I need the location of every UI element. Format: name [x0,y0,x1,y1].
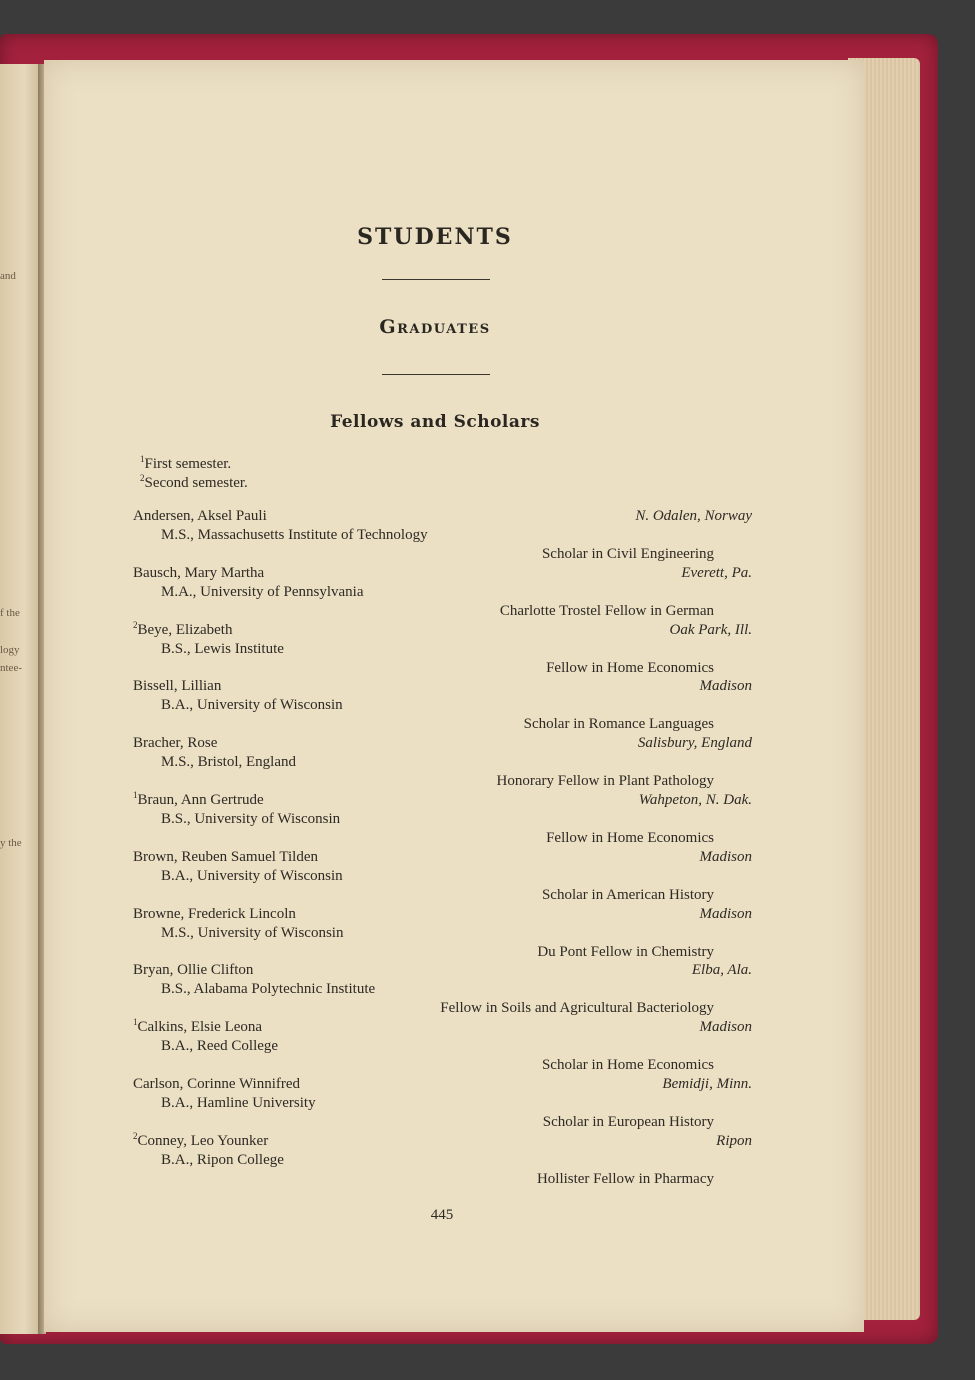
left-page-fragment: logy [0,644,20,656]
entry-award: Hollister Fellow in Pharmacy [536,1170,714,1187]
entry-degree: B.A., Hamline University [161,1095,316,1111]
page-title: STUDENTS [357,224,513,250]
entry-degree: B.A., University of Wisconsin [161,867,343,884]
entry-place: Bemidji, Minn. [662,1076,752,1092]
left-page [0,64,40,1334]
entry-degree: B.A., University of Wisconsin [161,697,343,714]
footnote: $^1$First semester. [140,454,232,472]
left-page-fragment: f the [0,607,20,619]
divider-rule [382,279,490,280]
entry-place: Elba, Ala. [691,962,752,979]
entry-degree: B.S., University of Wisconsin [161,811,341,827]
entry-degree: M.S., University of Wisconsin [161,924,344,941]
entry-name: Brown, Reuben Samuel Tilden [133,848,319,865]
entry-name: $^1$Braun, Ann Gertrude [133,790,264,808]
entry-name: $^1$Calkins, Elsie Leona [133,1017,263,1036]
entry-degree: B.S., Alabama Polytechnic Institute [161,981,376,998]
entry-degree: M.S., Bristol, England [161,754,297,771]
page-number: 445 [430,1207,454,1223]
footnote: $^2$Second semester. [140,473,248,491]
entry-place: Madison [699,678,752,695]
entry-name: Bracher, Rose [133,735,218,752]
left-page-fragment: y the [0,837,22,849]
entry-place: N. Odalen, Norway [635,508,752,524]
entry-award: Charlotte Trostel Fellow in German [499,602,714,619]
entry-award: Scholar in American History [541,886,714,903]
left-page-fragment: and [0,270,16,282]
entry-place: Madison [699,905,752,922]
entry-place: Salisbury, England [637,735,752,752]
entry-place: Madison [699,848,752,865]
entry-place: Everett, Pa. [681,564,752,581]
entry-award: Fellow in Home Economics [546,830,714,846]
entry-award: Scholar in Civil Engineering [541,546,714,562]
entry-name: Bausch, Mary Martha [133,564,265,581]
entry-degree: M.A., University of Pennsylvania [161,583,364,600]
section-title: Graduates [379,316,491,338]
entry-degree: B.S., Lewis Institute [161,640,284,657]
entry-award: Scholar in Romance Languages [523,716,714,733]
entry-name: Andersen, Aksel Pauli [133,508,267,524]
entry-place: Ripon [716,1132,752,1149]
left-page-fragment: ntee- [0,662,22,674]
divider-rule [382,374,490,375]
entry-name: Browne, Frederick Lincoln [133,905,296,922]
entry-award: Fellow in Home Economics [546,659,714,676]
entry-degree: B.A., Ripon College [161,1151,284,1168]
entry-award: Scholar in Home Economics [541,1057,714,1074]
entry-award: Fellow in Soils and Agricultural Bacteriology [440,1000,714,1017]
entry-award: Du Pont Fellow in Chemistry [537,943,714,960]
entry-award: Scholar in European History [542,1114,714,1130]
entry-name: Carlson, Corinne Winnifred [133,1076,301,1092]
entry-award: Honorary Fellow in Plant Pathology [496,773,714,790]
entry-place: Oak Park, Ill. [669,621,752,638]
entry-name: Bissell, Lillian [133,678,222,695]
entry-name: $^2$Beye, Elizabeth [133,619,233,638]
entry-name: Bryan, Ollie Clifton [133,962,254,979]
entry-place: Wahpeton, N. Dak. [638,792,752,808]
entry-degree: B.A., Reed College [161,1038,279,1055]
subsection-title: Fellows and Scholars [330,412,540,432]
entry-degree: M.S., Massachusetts Institute of Technology [161,527,428,543]
entry-place: Madison [699,1019,752,1036]
entry-name: $^2$Conney, Leo Younker [133,1130,269,1149]
